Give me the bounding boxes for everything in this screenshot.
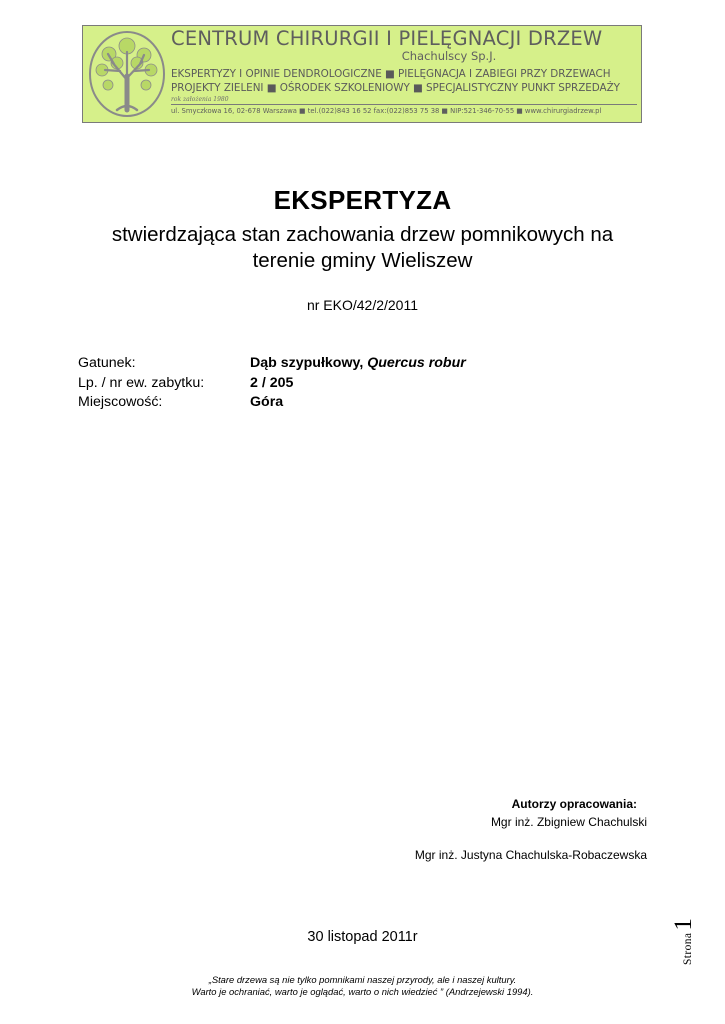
company-address: ul. Smyczkowa 16, 02-678 Warszawa ■ tel.(022)843 16 52 fax:(022)853 75 38 ■ NIP:521-346-70-55 ■ www.chirurgiadrzew.pl [171,107,602,115]
author-2: Mgr inż. Justyna Chachulska-Robaczewska [414,848,647,862]
quote-line-2: Warto je ochraniać, warto je oglądać, warto o nich wiedzieć ” (Andrzejewski 1994). [191,986,534,997]
species-latin-name: Quercus robur [367,355,466,371]
species-row [78,354,466,374]
document-subtitle: stwierdzająca stan zachowania drzew pomnikowych na terenie gminy Wieliszew [111,223,614,272]
species-value [250,354,466,374]
document-title: EKSPERTYZA [273,185,452,215]
company-info [171,28,637,116]
page-number-value: 1 [670,918,697,931]
register-number-row [78,374,466,394]
services-line-2: PROJEKTY ZIELENI ■ OŚRODEK SZKOLENIOWY ■ SPECJALISTYCZNY PUNKT SPRZEDAŻY [171,82,620,94]
quote-line-1: „Stare drzewa są nie tylko pomnikami naszej przyrody, ale i naszej kultury. [208,974,517,985]
founding-year: rok założenia 1980 [171,96,229,103]
document-number: nr EKO/42/2/2011 [306,297,419,313]
location-label: Miejscowość: [78,394,163,410]
location-value: Góra [250,394,284,410]
page-number [670,918,698,965]
register-number-label: Lp. / nr ew. zabytku: [78,374,205,391]
document-date: 30 listopad 2011r [307,929,418,945]
species-label: Gatunek: [78,355,136,371]
page-label: Strona [682,932,694,965]
authors-block [415,796,647,865]
author-1: Mgr inż. Zbigniew Chachulski [490,815,647,829]
company-name: CENTRUM CHIRURGII I PIELĘGNACJI DRZEW [171,27,603,50]
footer-quote [0,974,725,998]
banner-divider [171,104,637,105]
tree-details [78,354,466,413]
location-row [78,393,466,413]
company-header-banner [82,25,642,123]
company-subtitle: Chachulscy Sp.J. [401,49,497,63]
tree-logo-icon [87,30,167,118]
register-number-value: 2 / 205 [250,374,294,391]
authors-heading: Autorzy opracowania: [511,797,637,811]
species-common-name: Dąb szypułkowy, [250,355,368,371]
services-line-1: EKSPERTYZY I OPINIE DENDROLOGICZNE ■ PIELĘGNACJA I ZABIEGI PRZY DRZEWACH [171,68,611,80]
